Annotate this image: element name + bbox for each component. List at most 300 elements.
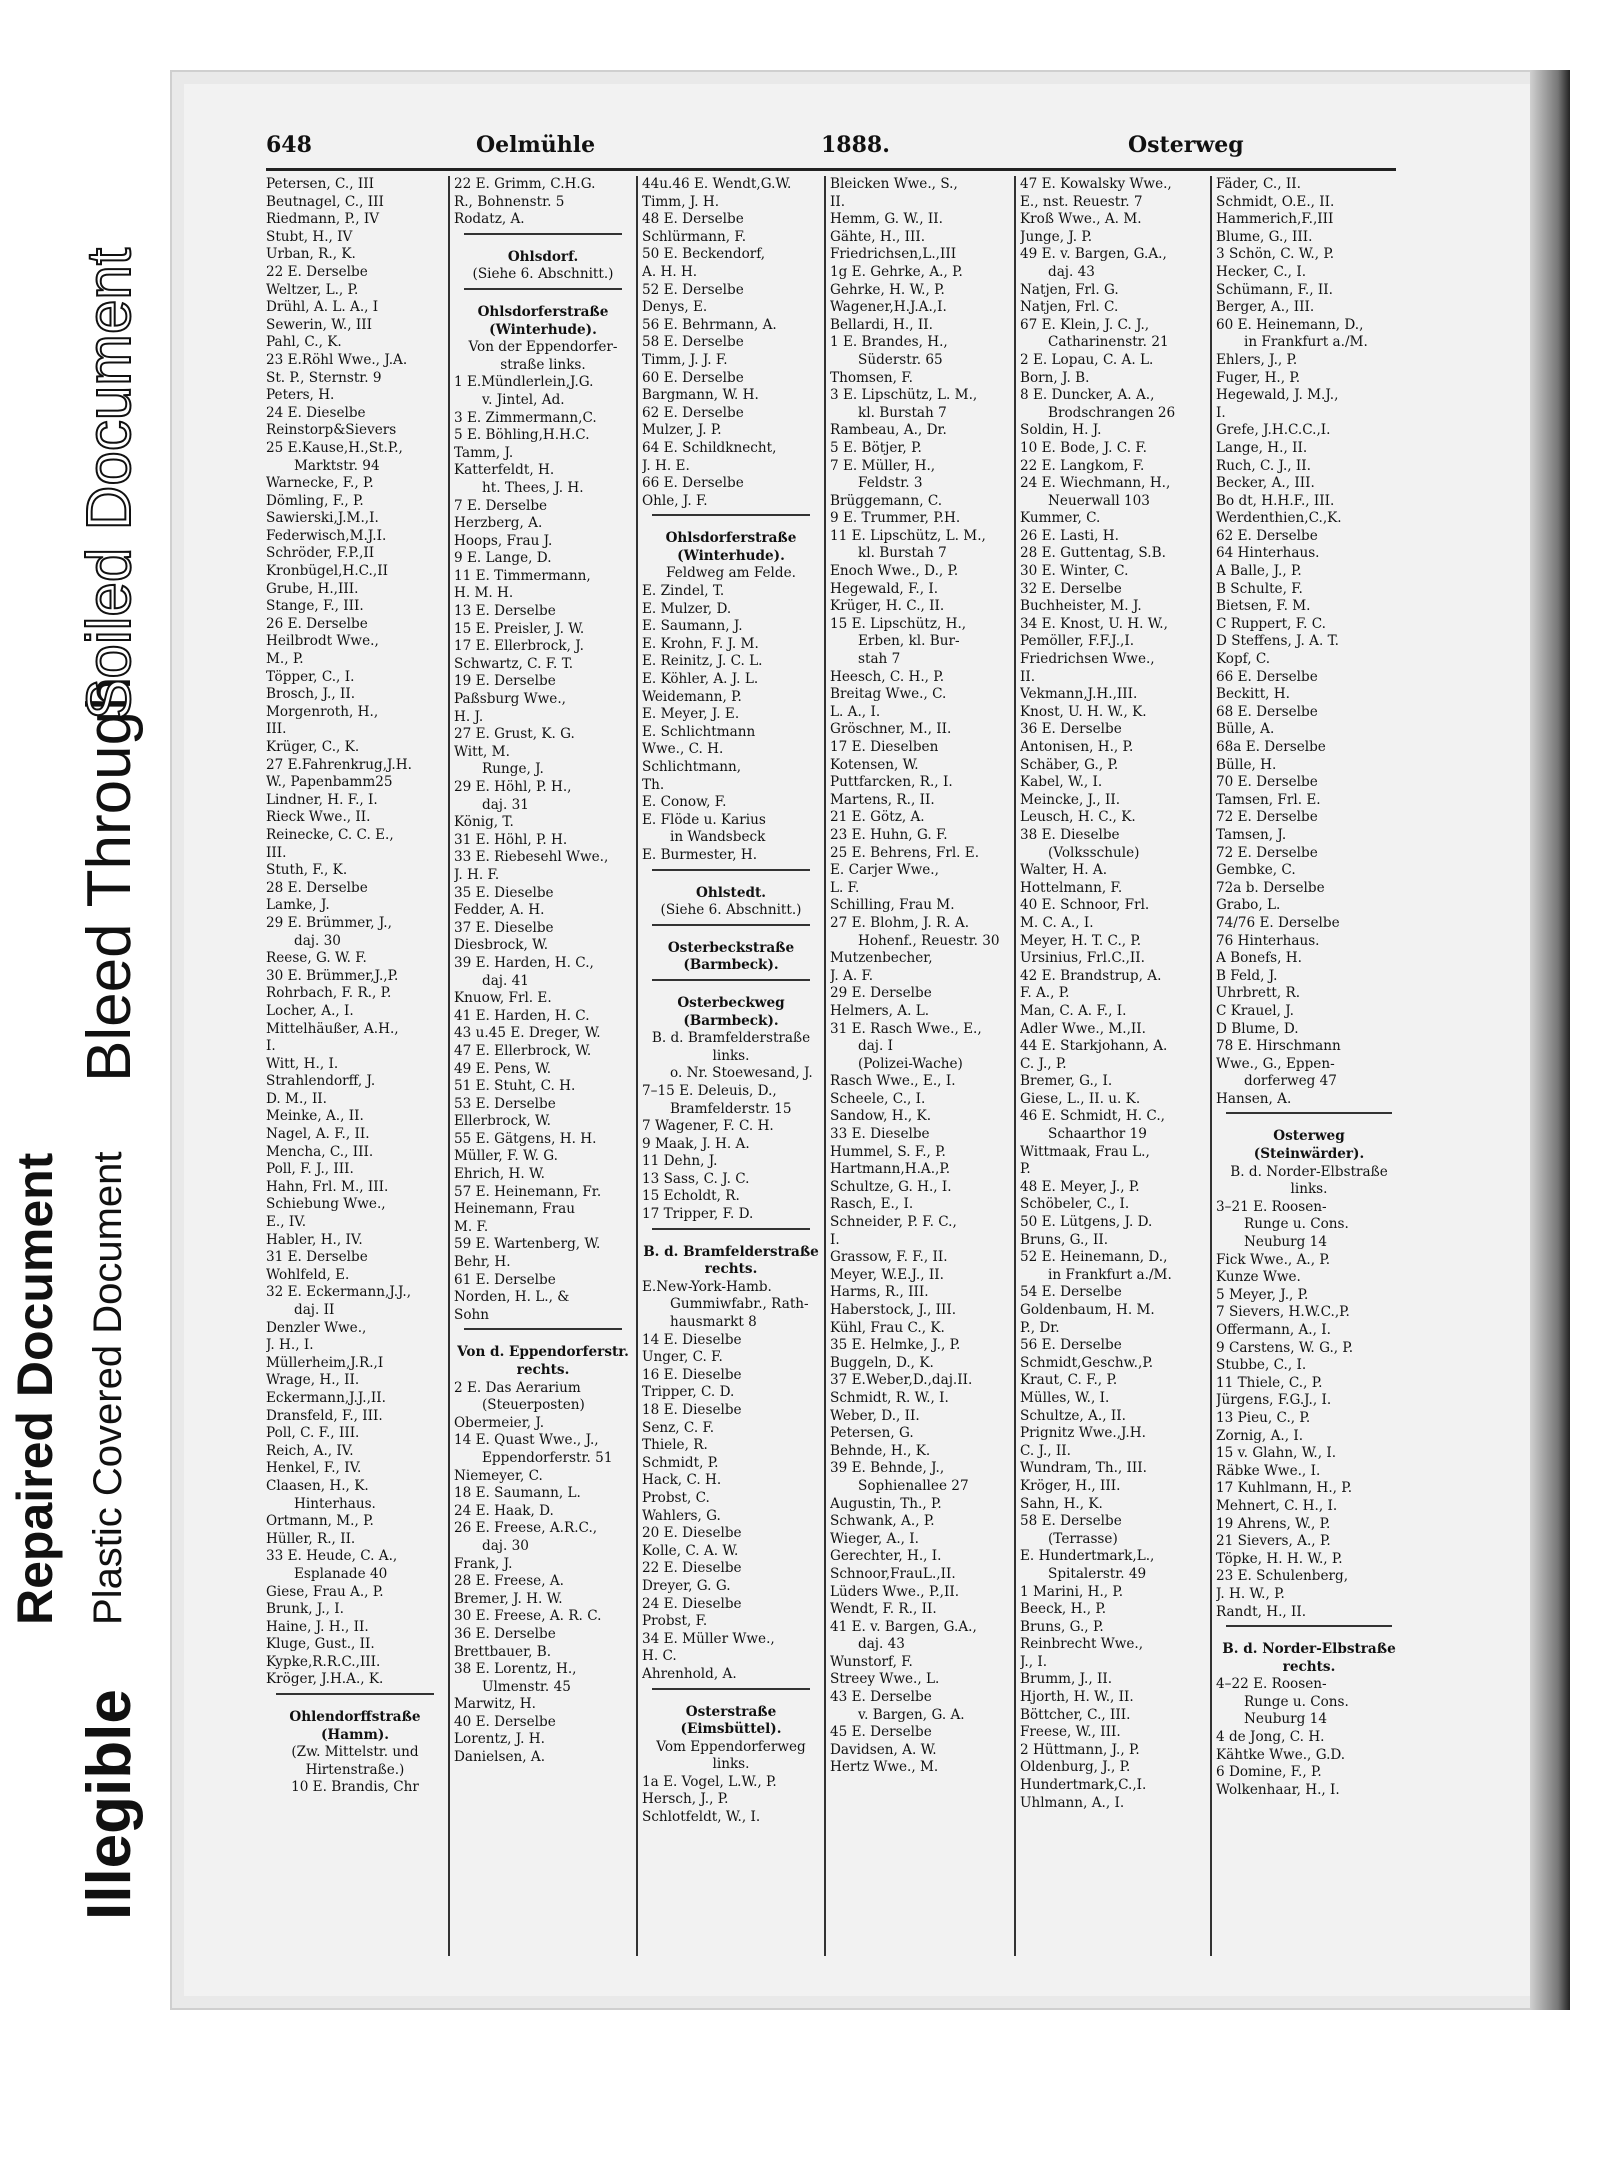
directory-entry: Kotensen, W. — [830, 756, 919, 773]
directory-entry: 23 E.Röhl Wwe., J.A. — [266, 351, 408, 368]
directory-entry: rechts. — [516, 1362, 570, 1378]
plastic-covered-label: Plastic Covered Document — [86, 1151, 130, 1625]
directory-entry: Kähtke Wwe., G.D. — [1216, 1746, 1346, 1763]
directory-entry: Schiebung Wwe., — [266, 1196, 386, 1213]
directory-entry: Schaarthor 19 — [1048, 1126, 1147, 1143]
directory-entry: 38 E. Dieselbe — [1020, 826, 1120, 843]
directory-entry: Henkel, F., IV. — [266, 1460, 362, 1477]
directory-entry: 5 E. Böhling,H.H.C. — [454, 427, 590, 444]
directory-entry: Töpke, H. H. W., P. — [1216, 1550, 1343, 1567]
illegible-label: Illegible — [75, 1689, 144, 1920]
directory-entry: I. — [830, 1231, 840, 1248]
directory-entry: daj. 43 — [1048, 263, 1095, 280]
directory-entry: Pemöller, F.F.J.,I. — [1020, 633, 1135, 650]
directory-entry: Augustin, Th., P. — [830, 1495, 942, 1512]
directory-entry: Grefe, J.H.C.C.,I. — [1216, 422, 1331, 439]
directory-entry: Sewerin, W., III — [266, 316, 372, 333]
directory-entry: 7 Sievers, H.W.C.,P. — [1216, 1304, 1350, 1321]
directory-entry: Runge u. Cons. — [1244, 1216, 1349, 1233]
section-rule — [652, 1688, 810, 1700]
directory-entry: Schmidt, R. W., I. — [830, 1389, 949, 1406]
directory-entry: J., I. — [1020, 1653, 1048, 1670]
section-rule — [464, 233, 622, 245]
directory-entry: I. — [266, 1038, 276, 1055]
directory-entry: (Winterhude). — [489, 321, 597, 338]
directory-entry: 14 E. Quast Wwe., J., — [454, 1432, 599, 1449]
directory-entry: 13 E. Derselbe — [454, 603, 556, 620]
directory-entry: Oldenburg, J., P. — [1020, 1759, 1131, 1776]
directory-entry: Ohlsdorf. — [507, 248, 579, 265]
directory-entry: Natjen, Frl. C. — [1020, 299, 1119, 316]
directory-entry: Von d. Eppendorferstr. — [457, 1344, 629, 1361]
directory-entry: 35 E. Dieselbe — [454, 884, 554, 901]
directory-entry: 10 E. Brandis, Chr — [291, 1779, 419, 1796]
directory-entry: 34 E. Knost, U. H. W., — [1020, 615, 1168, 632]
directory-entry: Natjen, Frl. G. — [1020, 281, 1119, 298]
directory-entry: Schultze, A., II. — [1020, 1407, 1126, 1424]
directory-entry: J. H., I. — [266, 1337, 314, 1354]
directory-entry: Hemm, G. W., II. — [830, 211, 943, 228]
directory-entry: Urban, R., K. — [266, 246, 356, 263]
directory-entry: 18 E. Saumann, L. — [454, 1485, 581, 1502]
directory-entry: 50 E. Lütgens, J. D. — [1020, 1214, 1153, 1231]
section-rule — [276, 1693, 434, 1705]
directory-entry: E. Hundertmark,L., — [1020, 1548, 1155, 1565]
directory-entry: Von der Eppendorfer- — [468, 339, 618, 356]
directory-entry: E. Conow, F. — [642, 794, 727, 811]
directory-entry: Uhrbrett, R. — [1216, 985, 1301, 1002]
directory-entry: 29 E. Derselbe — [830, 985, 932, 1002]
directory-entry: 25 E.Kause,H.,St.P., — [266, 439, 403, 456]
directory-entry: M., P. — [266, 651, 304, 668]
directory-entry: Tamsen, J. — [1216, 826, 1287, 843]
directory-entry: Rasch, E., I. — [830, 1196, 914, 1213]
directory-entry: Hegewald, F., I. — [830, 580, 939, 597]
directory-entry: Mittelhäußer, A.H., — [266, 1020, 399, 1037]
directory-entry: 17 E. Ellerbrock, J. — [454, 638, 584, 655]
directory-entry: 52 E. Derselbe — [642, 281, 744, 298]
directory-entry: Reich, A., IV. — [266, 1442, 354, 1459]
directory-entry: 39 E. Harden, H. C., — [454, 954, 594, 971]
directory-entry: in Frankfurt a./M. — [1244, 334, 1368, 351]
directory-entry: 4 de Jong, C. H. — [1216, 1729, 1325, 1746]
directory-entry: Th. — [642, 776, 665, 793]
directory-entry: 49 E. Pens, W. — [454, 1060, 552, 1077]
directory-entry: Kraut, C. F., P. — [1020, 1372, 1118, 1389]
directory-entry: Ulmenstr. 45 — [482, 1678, 571, 1695]
directory-entry: Behnde, H., K. — [830, 1442, 931, 1459]
directory-entry: Ohlendorffstraße — [289, 1709, 421, 1726]
directory-entry: 7 Wagener, F. C. H. — [642, 1118, 774, 1135]
directory-entry: Reinstorp&Sievers — [266, 422, 397, 439]
directory-entry: 42 E. Brandstrup, A. — [1020, 967, 1162, 984]
directory-entry: Esplanade 40 — [294, 1565, 388, 1582]
directory-entry: Schmidt, O.E., II. — [1216, 193, 1335, 210]
directory-entry: 66 E. Derselbe — [642, 475, 744, 492]
directory-entry: Stubbe, C., I. — [1216, 1357, 1307, 1374]
directory-entry: Kummer, C. — [1020, 510, 1101, 527]
directory-entry: Runge u. Cons. — [1244, 1693, 1349, 1710]
directory-entry: Schmidt, P. — [642, 1454, 719, 1471]
directory-entry: Bellardi, H., II. — [830, 316, 933, 333]
directory-entry: Knost, U. H. W., K. — [1020, 703, 1147, 720]
directory-entry: 24 E. Dieselbe — [642, 1595, 742, 1612]
directory-entry: Offermann, A., I. — [1216, 1322, 1331, 1338]
directory-entry: Behr, H. — [454, 1254, 511, 1271]
directory-entry: Herzberg, A. — [454, 515, 543, 532]
directory-entry: Kabel, W., I. — [1020, 774, 1103, 791]
directory-entry: H. C. — [642, 1648, 677, 1665]
directory-entry: E. Krohn, F. J. M. — [642, 635, 759, 652]
bleed-through-label: Bleed Through — [75, 676, 144, 1082]
directory-entry: Reese, G. W. F. — [266, 950, 367, 967]
directory-entry: 21 Sievers, A., P. — [1216, 1533, 1331, 1550]
directory-entry: Fuger, H., P. — [1216, 369, 1301, 386]
directory-entry: Man, C. A. F., I. — [1020, 1002, 1127, 1019]
directory-entry: 26 E. Freese, A.R.C., — [454, 1520, 598, 1537]
directory-entry: Meyer, W.E.J., II. — [830, 1266, 944, 1283]
directory-entry: Fäder, C., II. — [1216, 176, 1301, 192]
directory-entry: Denys, E. — [642, 299, 708, 316]
directory-entry: 7 E. Derselbe — [454, 497, 548, 514]
directory-entry: Walter, H. A. — [1020, 862, 1108, 879]
directory-entry: Hegewald, J. M.J., — [1216, 387, 1339, 404]
directory-entry: C. J., P. — [1020, 1055, 1067, 1072]
directory-entry: Martens, R., II. — [830, 791, 935, 808]
directory-entry: 64 E. Schildknecht, — [642, 439, 777, 456]
directory-entry: 1a E. Vogel, L.W., P. — [642, 1773, 777, 1790]
directory-entry: Wunstorf, F. — [830, 1653, 913, 1670]
directory-entry: daj. II — [294, 1302, 335, 1318]
directory-entry: Wieger, A., I. — [830, 1530, 919, 1547]
directory-entry: Norden, H. L., & — [454, 1289, 570, 1306]
directory-entry: E. Zindel, T. — [642, 583, 725, 600]
directory-entry: Kühl, Frau C., K. — [830, 1319, 945, 1336]
directory-entry: Riedmann, P., IV — [266, 211, 380, 228]
directory-entry: Strahlendorff, J. — [266, 1073, 376, 1090]
directory-entry: Tamm, J. — [454, 444, 514, 461]
directory-entry: Brosch, J., II. — [266, 686, 356, 703]
directory-entry: Hertz Wwe., M. — [830, 1759, 939, 1776]
directory-entry: 1 E. Brandes, H., — [830, 334, 948, 351]
directory-entry: Morgenroth, H., — [266, 703, 379, 720]
directory-entry: 10 E. Bode, J. C. F. — [1020, 439, 1147, 456]
directory-entry: 5 E. Bötjer, P. — [830, 439, 922, 456]
directory-entry: Thiele, R. — [642, 1437, 708, 1454]
directory-entry: Brumm, J., II. — [1020, 1671, 1113, 1688]
directory-entry: 17 E. Dieselben — [830, 739, 939, 755]
directory-entry: Sawierski,J.M.,I. — [266, 510, 379, 527]
column-divider — [824, 176, 826, 1956]
directory-entry: 17 Kuhlmann, H., P. — [1216, 1480, 1353, 1497]
directory-entry: J. A. F. — [830, 967, 874, 984]
directory-entry: 38 E. Lorentz, H., — [454, 1661, 577, 1678]
directory-entry: Buchheister, M. J. — [1020, 598, 1142, 615]
directory-entry: Witt, H., I. — [266, 1055, 339, 1072]
directory-entry: Weber, D., II. — [830, 1407, 920, 1424]
directory-entry: Räbke Wwe., I. — [1216, 1462, 1321, 1479]
directory-entry: Mencha, C., III. — [266, 1143, 374, 1160]
directory-entry: Zornig, A., I. — [1216, 1427, 1304, 1444]
directory-entry: Poll, F. J., III. — [266, 1161, 354, 1178]
directory-entry: daj. I — [858, 1038, 894, 1055]
directory-entry: Grube, H.,III. — [266, 580, 359, 597]
directory-entry: Kröger, J.H.A., K. — [266, 1671, 384, 1688]
column-2 — [454, 176, 632, 1956]
directory-entry: Rambeau, A., Dr. — [830, 422, 947, 439]
directory-entry: straße links. — [500, 356, 586, 373]
directory-entry: J. H. F. — [454, 866, 500, 883]
directory-entry: (Hamm). — [320, 1726, 389, 1743]
directory-entry: Eckermann,J.J.,II. — [266, 1389, 386, 1406]
directory-entry: Fedder, A. H. — [454, 902, 545, 919]
directory-entry: 62 E. Derselbe — [1216, 527, 1318, 544]
directory-entry: 37 E. Dieselbe — [454, 919, 554, 936]
directory-entry: 29 E. Brümmer, J., — [266, 914, 392, 931]
soiled-document-label: Soiled Document — [75, 247, 144, 720]
directory-entry: Rieck Wwe., II. — [266, 809, 371, 826]
directory-entry: 43 E. Derselbe — [830, 1689, 932, 1706]
directory-entry: 26 E. Lasti, H. — [1020, 527, 1119, 544]
directory-entry: Runge, J. — [482, 761, 544, 778]
directory-entry: daj. 30 — [482, 1537, 529, 1554]
directory-entry: Müllerheim,J.R.,I — [266, 1354, 384, 1371]
directory-entry: Töpper, C., I. — [266, 668, 355, 685]
directory-entry: Claasen, H., K. — [266, 1477, 369, 1494]
directory-entry: 22 E. Dieselbe — [642, 1560, 742, 1577]
directory-entry: Heinemann, Frau — [454, 1201, 575, 1218]
directory-entry: 76 Hinterhaus. — [1216, 932, 1320, 949]
directory-entry: 6 Domine, F., P. — [1216, 1764, 1322, 1781]
directory-entry: 25 E. Behrens, Frl. E. — [830, 844, 980, 861]
directory-entry: E. Mulzer, D. — [642, 600, 732, 617]
directory-entry: 4–22 E. Roosen- — [1216, 1676, 1327, 1693]
directory-entry: Bo dt, H.H.F., III. — [1216, 492, 1335, 509]
directory-entry: 1g E. Gehrke, A., P. — [830, 263, 963, 280]
directory-entry: Ahrenhold, A. — [642, 1665, 737, 1682]
directory-entry: 7–15 E. Deleuis, D., — [642, 1082, 777, 1099]
directory-entry: H. J. — [454, 708, 484, 725]
directory-entry: 35 E. Helmke, J., P. — [830, 1337, 961, 1354]
directory-entry: 39 E. Behnde, J., — [830, 1460, 945, 1477]
directory-entry: B. d. Bramfelderstraße — [651, 1030, 811, 1047]
directory-entry: 17 Tripper, F. D. — [642, 1206, 754, 1223]
directory-entry: 9 Maak, J. H. A. — [642, 1135, 750, 1152]
directory-entry: 15 Echoldt, R. — [642, 1188, 740, 1205]
directory-entry: Tamsen, Frl. E. — [1216, 791, 1321, 808]
directory-entry: Peters, H. — [266, 387, 335, 404]
directory-entry: Hundertmark,C.,I. — [1020, 1777, 1147, 1794]
directory-entry: P., Dr. — [1020, 1319, 1060, 1336]
directory-entry: P. — [1020, 1161, 1031, 1178]
directory-entry: Dreyer, G. G. — [642, 1577, 731, 1594]
directory-entry: M. F. — [454, 1218, 489, 1235]
directory-entry: E., IV. — [266, 1214, 307, 1231]
directory-entry: Osterbeckstraße — [667, 939, 795, 956]
directory-entry: Rohrbach, F. R., P. — [266, 985, 392, 1002]
directory-entry: 27 E. Grust, K. G. — [454, 726, 575, 743]
page-dark-edge — [1530, 70, 1570, 2010]
section-rule — [652, 514, 810, 526]
directory-entry: Hahn, Frl. M., III. — [266, 1178, 389, 1195]
directory-entry: Schneider, P. F. C., — [830, 1214, 957, 1231]
section-rule — [652, 869, 810, 881]
directory-entry: Eppendorferstr. 51 — [482, 1449, 613, 1466]
directory-entry: Bargmann, W. H. — [642, 387, 759, 404]
directory-entry: 49 E. v. Bargen, G.A., — [1020, 246, 1167, 263]
directory-entry: 67 E. Klein, J. C. J., — [1020, 316, 1150, 333]
directory-entry: Timm, J. H. — [642, 193, 720, 210]
directory-entry: 23 E. Schulenberg, — [1216, 1568, 1349, 1585]
directory-entry: Lüders Wwe., P.,II. — [830, 1583, 960, 1600]
directory-entry: 66 E. Derselbe — [1216, 668, 1318, 685]
column-6 — [1216, 176, 1402, 1956]
directory-entry: Drühl, A. L. A., I — [266, 299, 379, 316]
directory-entry: Harms, R., III. — [830, 1284, 929, 1301]
directory-entry: 74/76 E. Derselbe — [1216, 914, 1340, 931]
directory-entry: Kröger, H., III. — [1020, 1477, 1121, 1494]
directory-entry: Sophienallee 27 — [858, 1477, 969, 1494]
directory-entry: Kroß Wwe., A. M. — [1020, 211, 1142, 228]
directory-entry: Marktstr. 94 — [294, 457, 380, 474]
directory-entry: Krüger, C., K. — [266, 739, 360, 755]
directory-entry: stah 7 — [858, 651, 901, 668]
directory-entry: Wwe., C. H. — [642, 741, 724, 758]
directory-entry: daj. 31 — [482, 796, 529, 813]
directory-entry: Bülle, A. — [1216, 721, 1275, 738]
directory-entry: Beckitt, H. — [1216, 686, 1290, 703]
directory-entry: Gehrke, H. W., P. — [830, 281, 945, 298]
directory-entry: Wahlers, G. — [642, 1507, 721, 1524]
directory-entry: 54 E. Derselbe — [1020, 1284, 1122, 1301]
directory-entry: Petersen, C., III — [266, 176, 374, 192]
directory-entry: 24 E. Haak, D. — [454, 1502, 554, 1519]
directory-entry: Bruns, G., II. — [1020, 1231, 1109, 1248]
directory-entry: Beutnagel, C., III — [266, 193, 384, 210]
directory-entry: E. Carjer Wwe., — [830, 862, 939, 879]
directory-entry: 40 E. Schnoor, Frl. — [1020, 897, 1150, 914]
directory-entry: 14 E. Dieselbe — [642, 1331, 742, 1348]
directory-entry: Dömling, F., P. — [266, 492, 364, 509]
directory-entry: Böttcher, C., III. — [1020, 1706, 1131, 1723]
directory-entry: Gröschner, M., II. — [830, 721, 952, 738]
directory-entry: Gembke, C. — [1216, 862, 1296, 879]
directory-entry: links. — [712, 1756, 750, 1773]
directory-entry: 43 u.45 E. Dreger, W. — [454, 1025, 601, 1042]
directory-entry: 32 E. Derselbe — [1020, 580, 1122, 597]
directory-entry: 70 E. Derselbe — [1216, 774, 1318, 791]
directory-entry: Antonisen, H., P. — [1020, 739, 1134, 755]
directory-entry: (Barmbeck). — [683, 957, 779, 974]
directory-entry: Blume, G., III. — [1216, 228, 1313, 245]
directory-entry: (Siehe 6. Abschnitt.) — [660, 902, 802, 919]
directory-entry: Vekmann,J.H.,III. — [1020, 686, 1138, 703]
directory-entry: 1 Marini, H., P. — [1020, 1583, 1124, 1600]
scanned-page — [170, 70, 1570, 2010]
directory-entry: (Zw. Mittelstr. und — [291, 1744, 419, 1761]
directory-entry: Bremer, J. H. W. — [454, 1590, 563, 1607]
header-year: 1888. — [821, 132, 890, 158]
directory-entry: Ohlsdorferstraße — [477, 303, 609, 320]
directory-entry: Mutzenbecher, — [830, 950, 933, 967]
directory-entry: H. M. H. — [454, 585, 514, 602]
directory-entry: Wittmaak, Frau L., — [1020, 1143, 1150, 1160]
directory-entry: Erben, kl. Bur- — [858, 633, 960, 650]
directory-entry: Kunze Wwe. — [1216, 1269, 1301, 1286]
directory-entry: Sandow, H., K. — [830, 1108, 932, 1125]
directory-entry: o. Nr. Stoewesand, J. — [670, 1065, 813, 1082]
directory-entry: 72 E. Derselbe — [1216, 809, 1318, 826]
directory-entry: (Steinwärder). — [1253, 1146, 1365, 1163]
directory-entry: Nagel, A. F., II. — [266, 1126, 370, 1143]
header-rule — [266, 168, 1396, 171]
directory-entry: Adler Wwe., M.,II. — [1020, 1020, 1146, 1037]
directory-entry: 41 E. v. Bargen, G.A., — [830, 1618, 977, 1635]
directory-entry: daj. 43 — [858, 1636, 905, 1653]
directory-entry: Hummel, S. F., P. — [830, 1143, 946, 1160]
directory-entry: 68a E. Derselbe — [1216, 739, 1326, 755]
directory-entry: Enoch Wwe., D., P. — [830, 563, 959, 580]
directory-entry: 23 E. Huhn, G. F. — [830, 826, 948, 843]
directory-entry: daj. 30 — [294, 932, 341, 949]
directory-entry: Schnoor,FrauL.,II. — [830, 1565, 956, 1582]
directory-entry: 61 E. Derselbe — [454, 1271, 556, 1288]
directory-entry: 60 E. Heinemann, D., — [1216, 316, 1364, 333]
directory-entry: (Eimsbüttel). — [680, 1721, 782, 1738]
directory-entry: E. Burmester, H. — [642, 846, 758, 863]
directory-entry: König, T. — [454, 814, 514, 831]
directory-entry: 56 E. Behrmann, A. — [642, 316, 777, 333]
directory-entry: 55 E. Gätgens, H. H. — [454, 1130, 597, 1147]
directory-entry: Unger, C. F. — [642, 1349, 723, 1366]
directory-entry: (Terrasse) — [1048, 1530, 1118, 1547]
directory-entry: Neuerwall 103 — [1048, 492, 1150, 509]
directory-entry: Hüller, R., II. — [266, 1530, 356, 1547]
directory-entry: Werdenthien,C.,K. — [1216, 510, 1342, 527]
directory-entry: Schlürmann, F. — [642, 228, 747, 245]
directory-entry: D Blume, D. — [1216, 1020, 1299, 1037]
directory-entry: Wohlfeld, E. — [266, 1266, 350, 1283]
directory-entry: C. J., II. — [1020, 1442, 1071, 1459]
directory-entry: Haberstock, J., III. — [830, 1302, 957, 1318]
directory-entry: 36 E. Derselbe — [1020, 721, 1122, 738]
directory-entry: E.New-York-Hamb. — [642, 1278, 772, 1295]
directory-entry: ht. Thees, J. H. — [482, 479, 584, 496]
directory-entry: Probst, C. — [642, 1489, 710, 1506]
directory-entry: Mehnert, C. H., I. — [1216, 1497, 1338, 1514]
directory-entry: 1 E.Mündlerlein,J.G. — [454, 374, 594, 391]
directory-entry: E. Meyer, J. E. — [642, 706, 740, 723]
directory-entry: Lorentz, J. H. — [454, 1731, 545, 1748]
directory-entry: Habler, H., IV. — [266, 1231, 363, 1248]
directory-entry: 59 E. Wartenberg, W. — [454, 1236, 601, 1253]
directory-entry: Giese, Frau A., P. — [266, 1583, 384, 1600]
header-left-title: Oelmühle — [476, 132, 596, 158]
directory-entry: Warnecke, F., P. — [266, 475, 374, 492]
directory-entry: 48 E. Meyer, J., P. — [1020, 1178, 1140, 1195]
directory-entry: Bülle, H. — [1216, 756, 1277, 773]
directory-entry: Giese, L., II. u. K. — [1020, 1090, 1141, 1107]
section-rule — [652, 1228, 810, 1240]
directory-entry: A Balle, J., P. — [1216, 563, 1302, 580]
directory-entry: Schmidt,Geschw.,P. — [1020, 1354, 1154, 1371]
directory-entry: L. A., I. — [830, 703, 881, 720]
directory-entry: Mulzer, J. P. — [642, 422, 722, 439]
directory-entry: Hecker, C., I. — [1216, 263, 1307, 280]
directory-entry: v. Jintel, Ad. — [482, 391, 565, 408]
directory-entry: 56 E. Derselbe — [1020, 1337, 1122, 1354]
directory-entry: Tripper, C. D. — [642, 1384, 735, 1401]
